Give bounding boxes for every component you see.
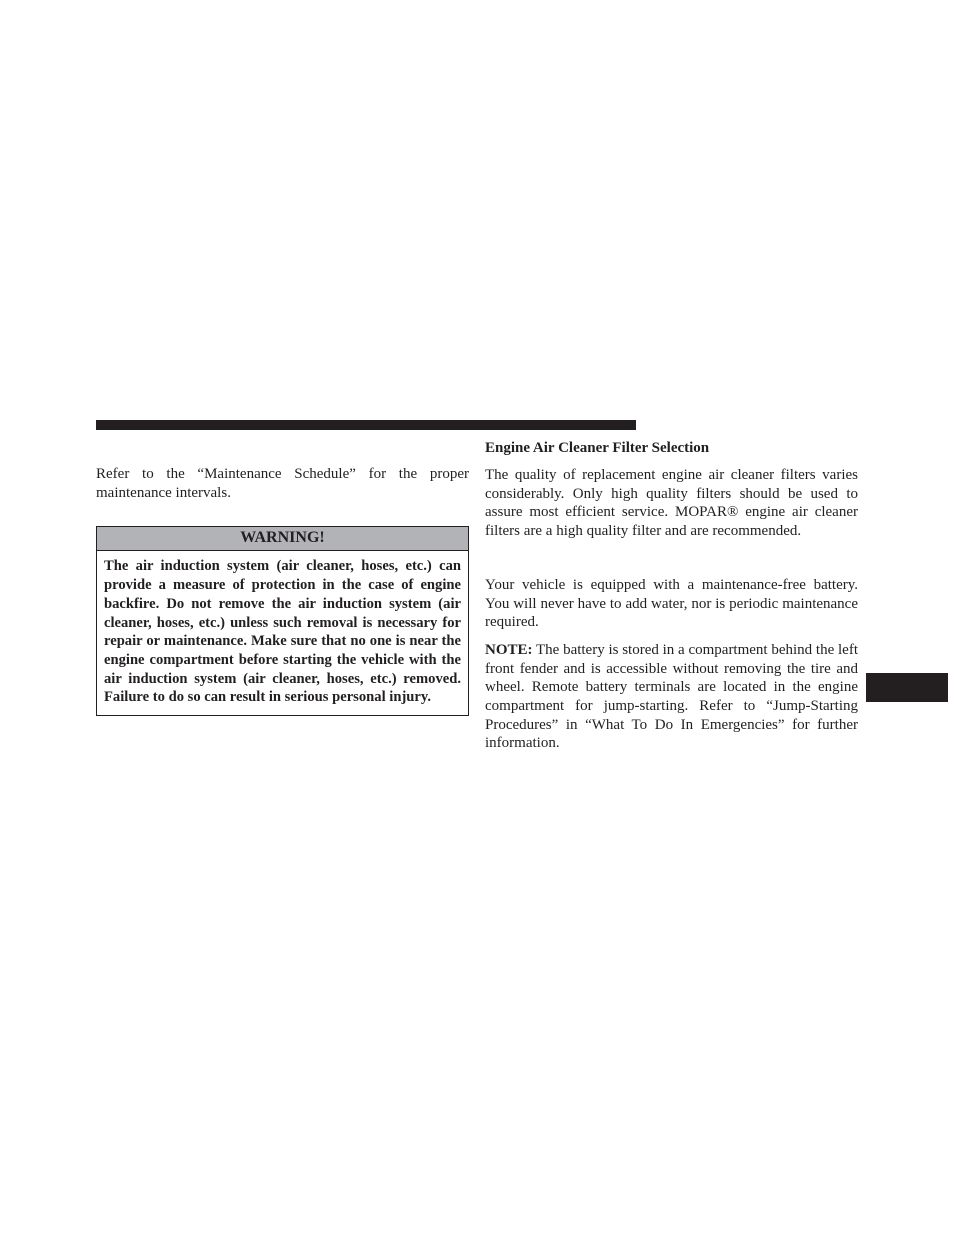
right-column [485,438,858,753]
warning-box [96,526,469,716]
filter-selection-heading: Engine Air Cleaner Filter Selection [485,440,710,456]
battery-note [485,641,858,753]
warning-body-text: The air induction system (air cleaner, hoses, etc.) can provide a measure of protection in the case of engine backfire. Do not remove the air induction system (air cleaner, hoses, etc.) unless such removal is necessary for repair or maintenance. Make sure that no one is near the engine compartment before starting the vehicle with the air induction system (air cleaner, hoses, etc.) removed. Failure to do so can result in serious personal injury. [104,558,461,706]
note-label: NOTE: [485,641,533,658]
note-text: The battery is stored in a compartment behind the left front fender and is accessible without removing the tire and wheel. Remote battery terminals are located in the engine compartment for jump-starting. Refer to “Jump-Starting Procedures” in “What To Do In Emergencies” for further information. [485,641,858,752]
filter-selection-text: The quality of replacement engine air cleaner filters varies considerably. Only high quality filters should be used to assure most efficient service. MOPAR® engine air cleaner filters are a high quality filter and are recommended. [485,467,858,540]
section-top-rule [96,420,636,430]
warning-title: WARNING! [97,527,468,551]
chapter-side-tab [866,673,948,702]
battery-text: Your vehicle is equipped with a maintenance-free battery. You will never have to add water, nor is periodic maintenance required. [485,576,858,631]
maintenance-intro-text: Refer to the “Maintenance Schedule” for the proper maintenance intervals. [96,466,469,501]
left-column [96,465,469,716]
